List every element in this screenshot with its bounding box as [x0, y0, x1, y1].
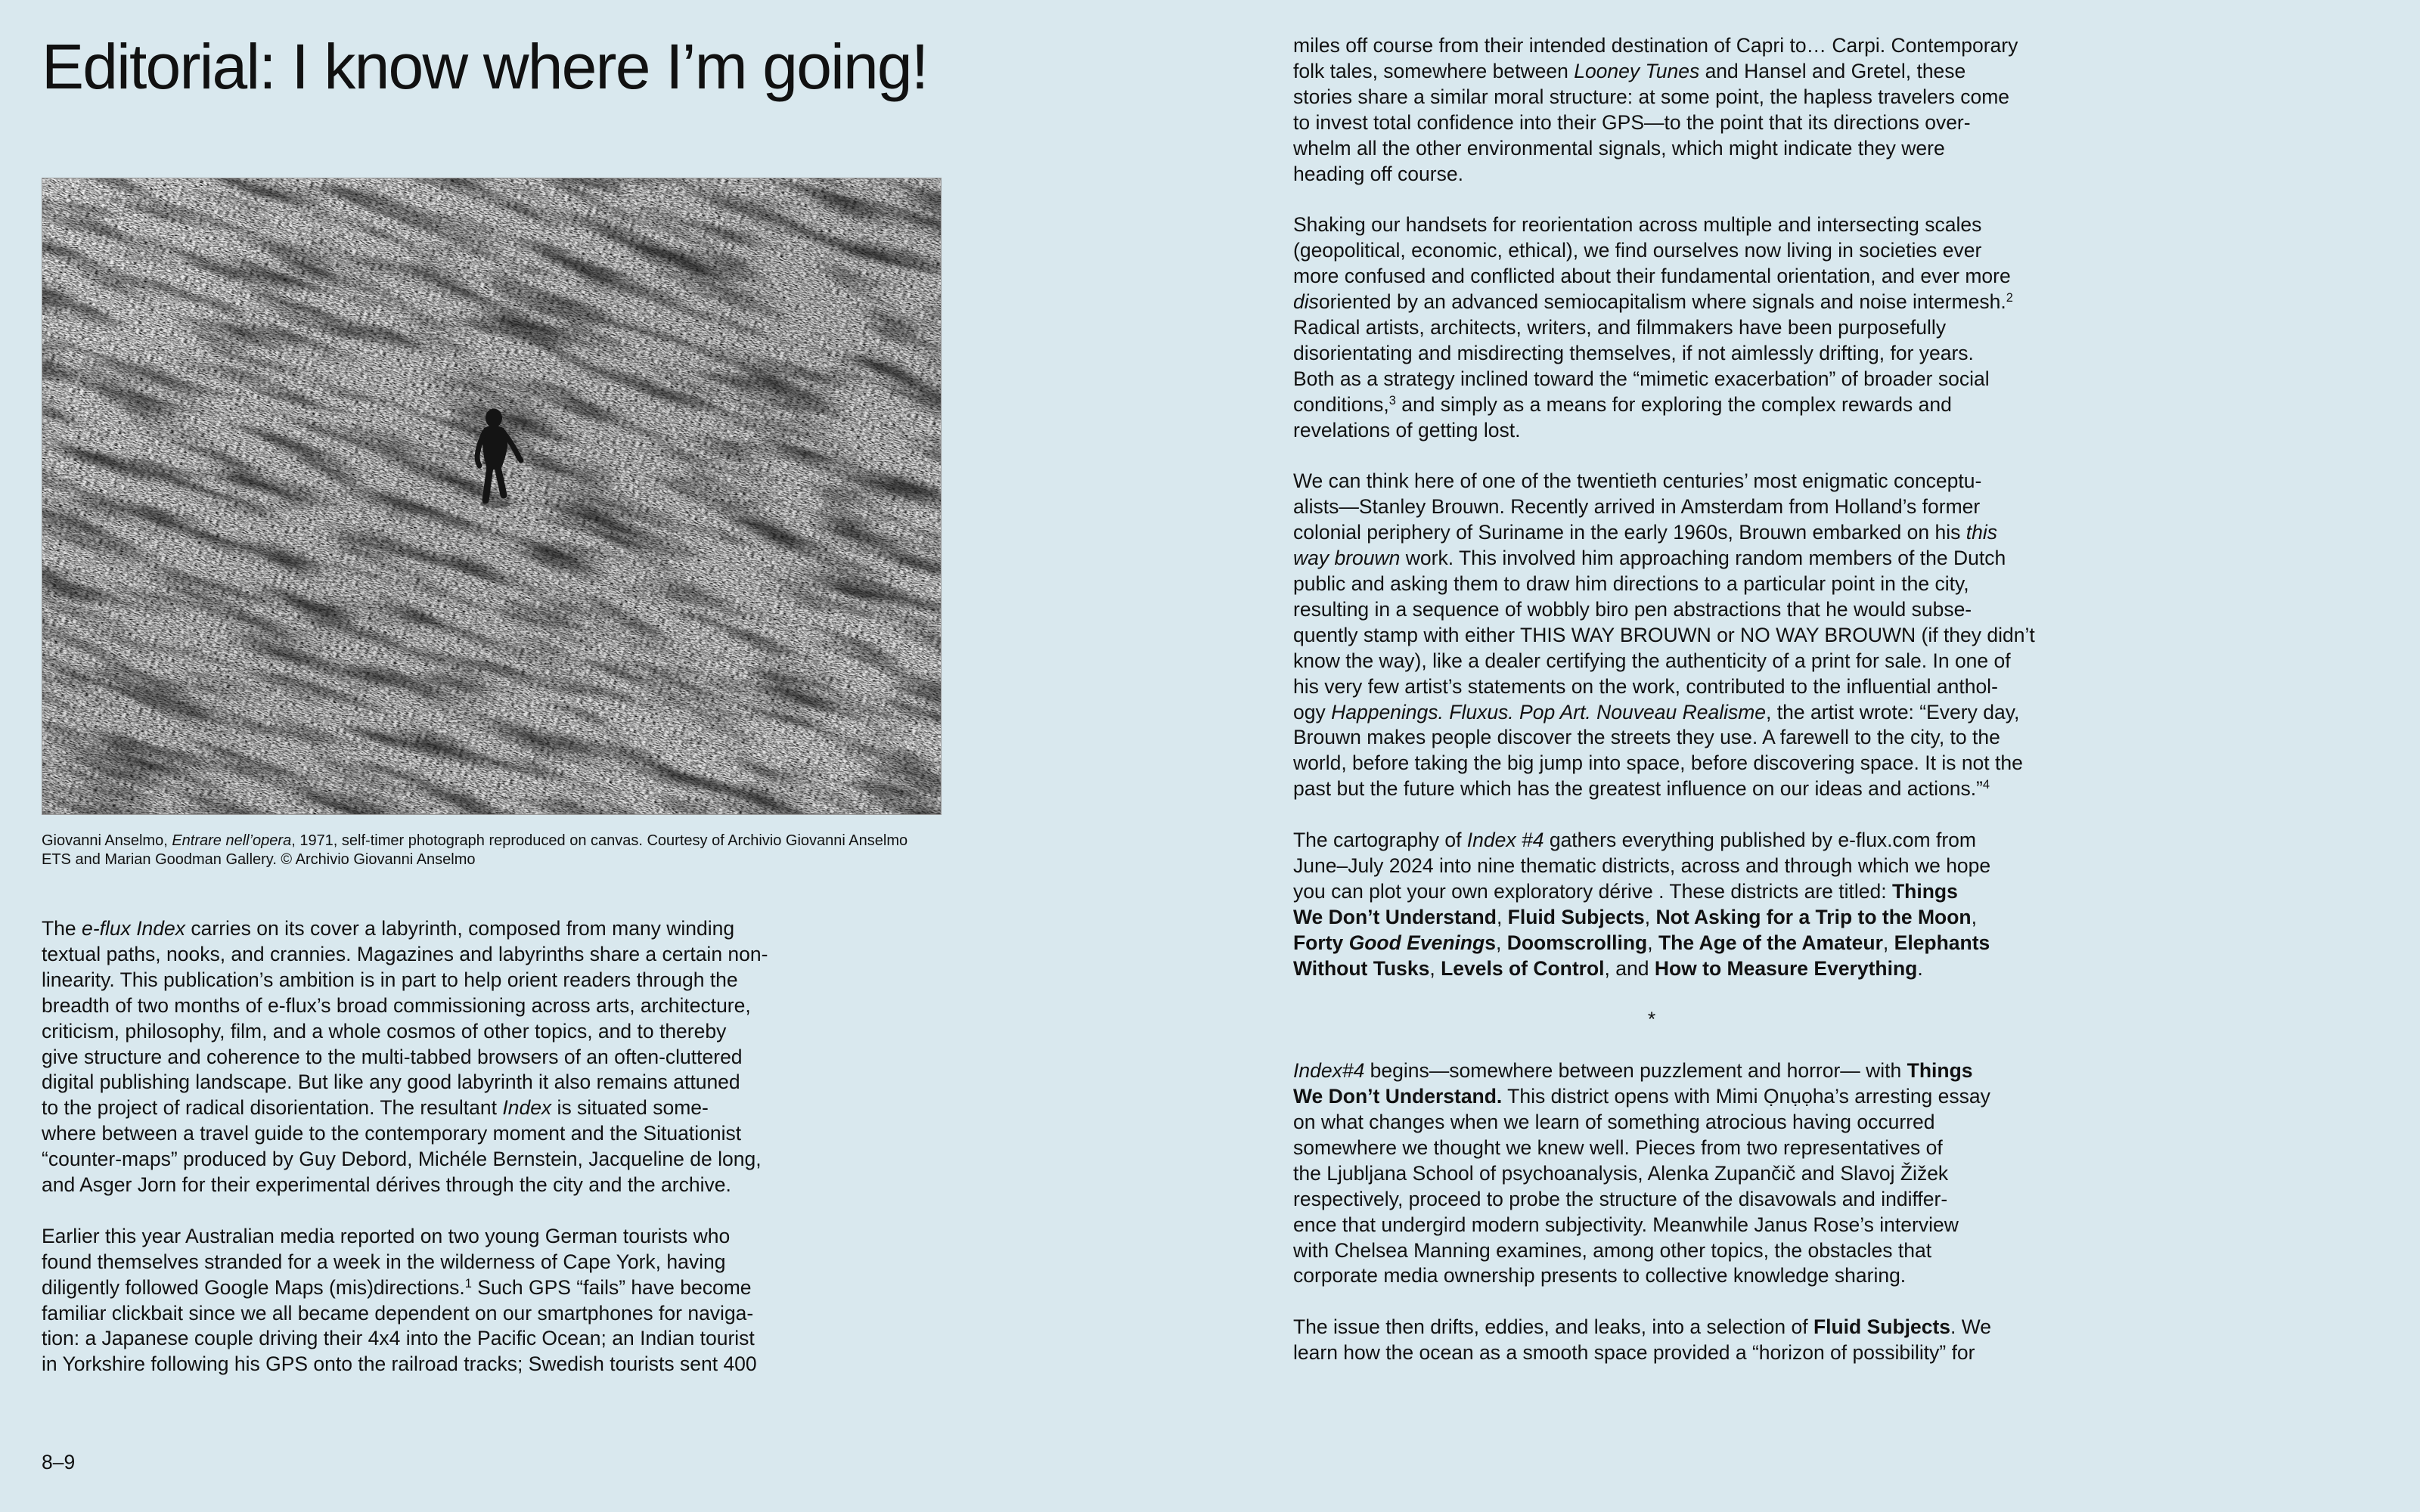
- text-segment: work. This involved him approaching random members of the Dutch: [1400, 547, 2006, 570]
- text-line: stories share a similar moral structure: at some point, the hapless travelers come: [1293, 85, 2010, 108]
- text-line: [1293, 700, 2020, 726]
- text-line: Brouwn makes people discover the streets they use. A farewell to the city, to the: [1293, 726, 2000, 749]
- text-segment: Giovanni Anselmo,: [42, 832, 172, 849]
- figure-left-leg: [486, 467, 490, 500]
- text-line: somewhere we thought we knew well. Pieces from two representatives of: [1293, 1136, 1943, 1159]
- left-body-column: [42, 916, 768, 1403]
- text-line: in Yorkshire following his GPS onto the railroad tracks; Swedish tourists sent 400: [42, 1352, 757, 1376]
- text-line: familiar clickbait since we all became dependent on our smartphones for naviga-: [42, 1301, 754, 1325]
- text-segment: conditions,: [1293, 392, 1389, 416]
- text-line: know the way), like a dealer certifying the authenticity of a print for sale. In one of: [1293, 649, 2011, 672]
- text-line: revelations of getting lost.: [1293, 418, 1521, 442]
- text-segment: begins—somewhere between puzzlement and horror— with: [1364, 1059, 1907, 1083]
- text-segment: Good Evening: [1348, 931, 1485, 954]
- text-line: found themselves stranded for a week in the wilderness of Cape York, having: [42, 1250, 726, 1273]
- text-line: corporate media ownership presents to collective knowledge sharing.: [1293, 1264, 1907, 1287]
- text-segment: The cartography of: [1293, 829, 1467, 852]
- text-line: Shaking our handsets for reorientation across multiple and intersecting scales: [1293, 213, 1982, 237]
- right-page: [1210, 0, 2420, 1512]
- text-segment: ,: [1882, 931, 1894, 954]
- paragraph: [1293, 469, 2035, 802]
- text-segment: way brouwn: [1293, 547, 1401, 570]
- text-segment: gathers everything published by e-flux.com from: [1544, 829, 1976, 852]
- text-line: learn how the ocean as a smooth space provided a “horizon of possibility” for: [1293, 1341, 1975, 1365]
- text-segment: 3: [1388, 393, 1396, 407]
- paragraph: [1293, 212, 2013, 443]
- figure-head: [486, 409, 502, 428]
- paragraph: [1293, 33, 2018, 187]
- text-segment: Happenings. Fluxus. Pop Art. Nouveau Realisme: [1331, 700, 1767, 723]
- text-segment: oriented by an advanced semiocapitalism where signals and noise intermesh.: [1318, 290, 2006, 314]
- paragraph: [1293, 1315, 2010, 1366]
- text-line: quently stamp with either THIS WAY BROUWN or NO WAY BROUWN (if they didn’t: [1293, 623, 2035, 646]
- text-segment: Index #4: [1466, 829, 1544, 852]
- text-segment: The issue then drifts, eddies, and leaks, into a selection of: [1293, 1315, 1813, 1339]
- text-segment: Doomscrolling: [1506, 931, 1648, 954]
- text-segment: this: [1965, 521, 1997, 544]
- text-line: heading off course.: [1293, 162, 1463, 185]
- text-segment: 1: [464, 1276, 472, 1290]
- text-segment: , 1971, self-timer photograph reproduced on canvas. Courtesy of Archivio Giovanni Anselmo: [291, 832, 908, 849]
- text-line: the Ljubljana School of psychoanalysis, Alenka Zupančič and Slavoj Žižek: [1293, 1161, 1949, 1185]
- text-segment: ,: [1496, 905, 1508, 928]
- text-segment: Things: [1891, 879, 1958, 903]
- text-segment: to the project of radical disorientation. The resultant: [42, 1096, 503, 1120]
- body-text-block: [1293, 1058, 2010, 1366]
- text-line: more confused and conflicted about their fundamental orientation, and ever more: [1293, 265, 2011, 288]
- text-line: [1293, 546, 2010, 572]
- section-separator: *: [1647, 1008, 1656, 1031]
- text-line: Both as a strategy inclined toward the “mimetic exacerbation” of broader social: [1293, 367, 1990, 390]
- text-segment: Entrare nell’opera: [172, 832, 292, 849]
- text-line: Radical artists, architects, writers, and filmmakers have been purposefully: [1293, 315, 1947, 339]
- text-segment: ,: [1429, 956, 1441, 980]
- text-line: ETS and Marian Goodman Gallery. © Archivio Giovanni Anselmo: [42, 851, 476, 868]
- text-line: give structure and coherence to the multi-tabbed browsers of an often-cluttered: [42, 1045, 743, 1068]
- text-segment: Index#4: [1293, 1059, 1365, 1083]
- text-line: We can think here of one of the twentieth centuries’ most enigmatic conceptu-: [1293, 469, 1982, 493]
- text-segment: ,: [1644, 905, 1656, 928]
- text-segment: Fluid Subjects: [1507, 905, 1645, 928]
- text-line: world, before taking the big jump into space, before discovering space. It is not the: [1293, 751, 2023, 775]
- text-line: his very few artist’s statements on the work, contributed to the influential anthol-: [1293, 674, 1998, 698]
- text-segment: How to Measure Everything: [1654, 956, 1918, 980]
- text-line: whelm all the other environmental signals, which might indicate they were: [1293, 136, 1945, 160]
- text-segment: .: [1917, 956, 1923, 980]
- text-segment: Index: [502, 1096, 552, 1120]
- text-line: [42, 1095, 768, 1121]
- text-line: resulting in a sequence of wobbly biro pen abstractions that he would subse-: [1293, 597, 1972, 621]
- text-segment: e-flux Index: [82, 917, 186, 940]
- text-segment: , and: [1604, 956, 1655, 980]
- text-segment: carries on its cover a labyrinth, composed from many winding: [185, 917, 735, 940]
- text-line: [1293, 290, 2013, 315]
- figure-caption: [42, 832, 908, 869]
- text-line: Earlier this year Australian media reported on two young German tourists who: [42, 1224, 731, 1247]
- text-segment: ,: [1971, 905, 1977, 928]
- text-segment: ogy: [1293, 700, 1332, 723]
- text-segment: is situated some-: [551, 1096, 709, 1120]
- text-segment: Such GPS “fails” have become: [471, 1275, 752, 1299]
- text-segment: , the artist wrote: “Every day,: [1766, 700, 2020, 723]
- text-segment: Elephants: [1894, 931, 1990, 954]
- text-line: “counter-maps” produced by Guy Debord, Michéle Bernstein, Jacqueline de long,: [42, 1148, 762, 1171]
- text-line: [1293, 1058, 2010, 1084]
- photo-tone: [42, 178, 942, 815]
- text-line: [42, 832, 908, 850]
- artwork-photograph: [42, 178, 942, 815]
- text-segment: and Hansel and Gretel, these: [1699, 59, 1966, 82]
- text-segment: . We: [1950, 1315, 1992, 1339]
- text-line: respectively, proceed to probe the structure of the disavowals and indiffer-: [1293, 1187, 1948, 1210]
- text-line: and Asger Jorn for their experimental dérives through the city and the archive.: [42, 1173, 731, 1197]
- text-line: [42, 916, 768, 942]
- text-segment: you can plot your own exploratory dérive . These districts are titled:: [1293, 879, 1892, 903]
- text-line: public and asking them to draw him directions to a particular point in the city,: [1293, 572, 1969, 595]
- text-line: disorientating and misdirecting themselves, if not aimlessly drifting, for years.: [1293, 341, 1974, 364]
- text-line: where between a travel guide to the contemporary moment and the Situationist: [42, 1122, 742, 1145]
- text-segment: s: [1485, 931, 1496, 954]
- text-segment: This district opens with Mimi Ọnụọha’s arresting essay: [1502, 1085, 1990, 1108]
- text-line: [1293, 956, 2010, 982]
- paragraph: [42, 832, 908, 869]
- text-line: [1293, 828, 2010, 854]
- body-text-block: [1293, 33, 2035, 981]
- text-line: [42, 1275, 768, 1301]
- text-segment: past but the future which has the greatest influence on our ideas and actions.”: [1293, 777, 1983, 801]
- text-segment: The: [42, 917, 82, 940]
- text-segment: Levels of Control: [1441, 956, 1605, 980]
- text-line: [1293, 59, 2010, 85]
- text-segment: Things: [1907, 1059, 1973, 1083]
- text-segment: ,: [1496, 931, 1507, 954]
- text-segment: Forty: [1293, 931, 1349, 954]
- text-line: [1293, 905, 2010, 931]
- paragraph: [1293, 828, 2010, 981]
- text-line: [1293, 1315, 2010, 1340]
- text-segment: Without Tusks: [1293, 956, 1430, 980]
- text-line: (geopolitical, economic, ethical), we find ourselves now living in societies ever: [1293, 239, 1982, 262]
- text-segment: and simply as a means for exploring the complex rewards and: [1395, 392, 1952, 416]
- text-line: [1293, 520, 2010, 546]
- text-line: ence that undergird modern subjectivity. Meanwhile Janus Rose’s interview: [1293, 1213, 1959, 1236]
- text-segment: ,: [1647, 931, 1658, 954]
- text-line: criticism, philosophy, film, and a whole cosmos of other topics, and to thereby: [42, 1019, 727, 1043]
- text-line: [1293, 879, 2010, 905]
- text-segment: 4: [1982, 778, 1990, 792]
- text-segment: The Age of the Amateur: [1658, 931, 1883, 954]
- text-segment: We Don’t Understand: [1293, 905, 1497, 928]
- text-line: linearity. This publication’s ambition is in part to help orient readers through the: [42, 968, 738, 991]
- text-segment: dis: [1293, 290, 1319, 314]
- text-segment: Not Asking for a Trip to the Moon: [1655, 905, 1972, 928]
- text-line: tion: a Japanese couple driving their 4x4 into the Pacific Ocean; an Indian tourist: [42, 1327, 755, 1350]
- text-line: June–July 2024 into nine thematic districts, across and through which we hope: [1293, 854, 1991, 877]
- text-line: [1293, 776, 2010, 802]
- text-line: digital publishing landscape. But like any good labyrinth it also remains attuned: [42, 1070, 740, 1094]
- text-line: miles off course from their intended destination of Capri to… Carpi. Contemporary: [1293, 34, 2018, 57]
- text-line: alists—Stanley Brouwn. Recently arrived in Amsterdam from Holland’s former: [1293, 495, 1981, 519]
- text-line: breadth of two months of e-flux’s broad commissioning across arts, architecture,: [42, 993, 751, 1017]
- text-segment: Fluid Subjects: [1813, 1315, 1951, 1339]
- paragraph: [42, 1224, 768, 1377]
- text-segment: Looney Tunes: [1574, 59, 1700, 82]
- text-segment: 2: [2006, 291, 2013, 305]
- text-segment: diligently followed Google Maps (mis)directions.: [42, 1275, 465, 1299]
- text-line: to invest total confidence into their GPS—to the point that its directions over-: [1293, 110, 1971, 134]
- text-segment: colonial periphery of Suriname in the early 1960s, Brouwn embarked on his: [1293, 521, 1966, 544]
- text-segment: We Don’t Understand.: [1293, 1085, 1503, 1108]
- paragraph: [1293, 1058, 2010, 1289]
- editorial-title: Editorial: I know where I’m going!: [42, 31, 928, 102]
- text-line: [1293, 1084, 2010, 1110]
- text-line: [1293, 931, 2010, 956]
- page-number: 8–9: [42, 1451, 76, 1473]
- paragraph: [42, 916, 768, 1198]
- text-segment: folk tales, somewhere between: [1293, 59, 1575, 82]
- text-line: with Chelsea Manning examines, among other topics, the obstacles that: [1293, 1238, 1932, 1262]
- right-body-column: [1293, 33, 2035, 1392]
- text-line: textual paths, nooks, and crannies. Magazines and labyrinths share a certain non-: [42, 942, 768, 965]
- text-line: on what changes when we learn of something atrocious having occurred: [1293, 1110, 1935, 1133]
- text-line: [1293, 392, 2010, 418]
